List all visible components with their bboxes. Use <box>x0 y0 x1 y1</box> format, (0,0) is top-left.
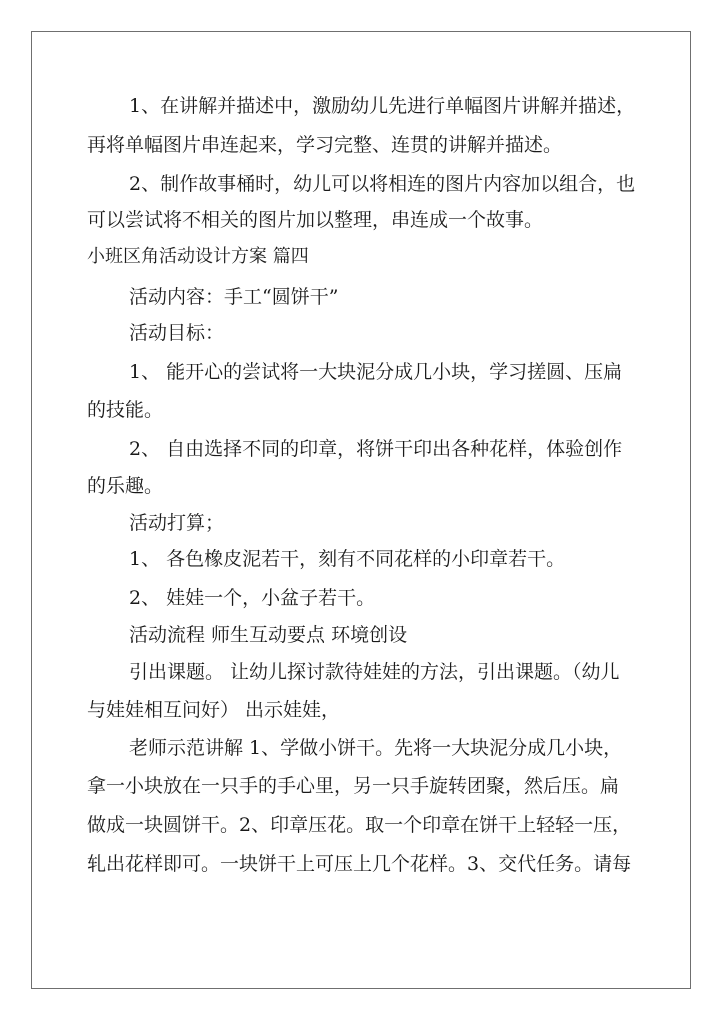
paragraph-line: 可以尝试将不相关的图片加以整理，串连成一个故事。 <box>87 209 544 231</box>
preparation-heading: 活动打算； <box>129 512 225 534</box>
paragraph-line: 老师示范讲解 1、学做小饼干。先将一大块泥分成几小块， <box>129 737 623 759</box>
paragraph-line: 再将单幅图片串连起来，学习完整、连贯的讲解并描述。 <box>87 134 563 156</box>
paragraph-line: 拿一小块放在一只手的手心里，另一只手旋转团聚，然后压。扁 <box>87 775 620 797</box>
goal-item: 2、 自由选择不同的印章，将饼干印出各种花样，体验创作 <box>129 438 623 460</box>
paragraph-line: 与娃娃相互问好） 出示娃娃， <box>87 699 341 721</box>
paragraph-line: 做成一块圆饼干。2、印章压花。取一个印章在饼干上轻轻一压， <box>87 814 632 836</box>
goals-heading: 活动目标： <box>129 322 225 344</box>
process-heading: 活动流程 师生互动要点 环境创设 <box>129 624 408 646</box>
paragraph-line: 引出课题。 让幼儿探讨款待娃娃的方法，引出课题。（幼儿 <box>129 661 620 683</box>
section-heading: 小班区角活动设计方案 篇四 <box>87 246 309 267</box>
paragraph-line: 2、制作故事桶时，幼儿可以将相连的图片内容加以组合，也 <box>129 173 636 195</box>
goal-item-cont: 的乐趣。 <box>87 475 164 497</box>
goal-item: 1、 能开心的尝试将一大块泥分成几小块，学习搓圆、压扁 <box>129 361 623 383</box>
activity-content: 活动内容：手工“圆饼干” <box>129 286 339 308</box>
paragraph-line: 轧出花样即可。一块饼干上可压上几个花样。3、交代任务。请每 <box>87 853 632 875</box>
preparation-item: 1、 各色橡皮泥若干，刻有不同花样的小印章若干。 <box>129 548 566 570</box>
preparation-item: 2、 娃娃一个，小盆子若干。 <box>129 587 376 609</box>
goal-item-cont: 的技能。 <box>87 399 164 421</box>
paragraph-line: 1、在讲解并描述中，激励幼儿先进行单幅图片讲解并描述， <box>129 95 636 117</box>
